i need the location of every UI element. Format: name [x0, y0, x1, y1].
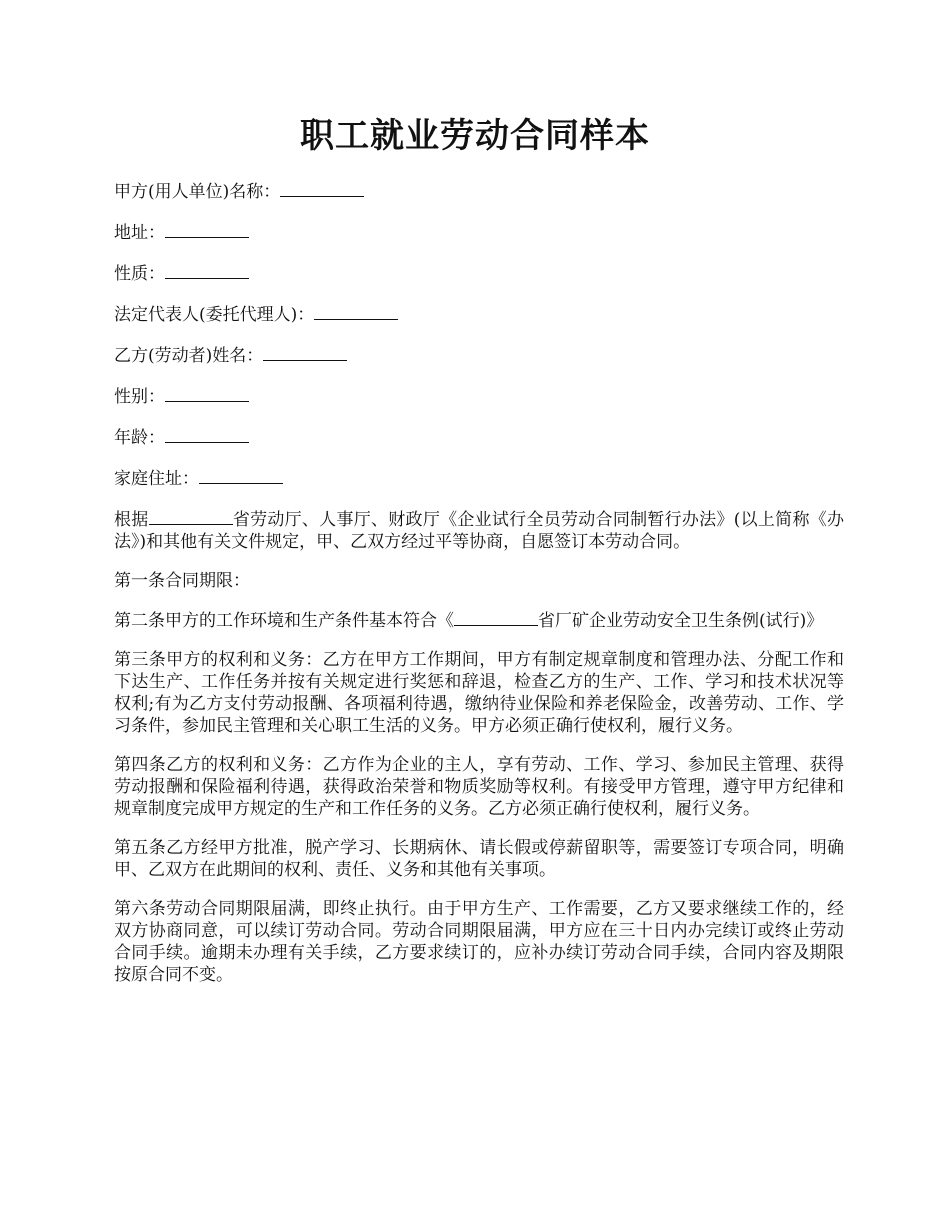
paragraph-article-2 [114, 609, 844, 632]
field-label: 性质： [114, 264, 165, 284]
paragraph-article-5: 第五条乙方经甲方批准，脱产学习、长期病休、请长假或停薪留职等，需要签订专项合同，明确甲、乙双方在此期间的权利、责任、义务和其他有关事项。 [114, 838, 844, 880]
field-gender [114, 385, 844, 409]
field-label: 乙方(劳动者)姓名： [114, 346, 264, 366]
field-label: 甲方(用人单位)名称： [114, 182, 281, 202]
fill-blank [263, 344, 347, 361]
paragraph-text: 根据 [114, 510, 149, 530]
fill-blank [165, 221, 249, 238]
field-age [114, 426, 844, 450]
paragraph-article-1: 第一条合同期限： [114, 571, 250, 591]
paragraph-article-4: 第四条乙方的权利和义务：乙方作为企业的主人，享有劳动、工作、学习、参加民主管理、获得劳动报酬和保险福利待遇，获得政治荣誉和物质奖励等权利。有接受甲方管理，遵守甲方纪律和规章制度完成甲方规定的生产和工作任务的义务。乙方必须正确行使权利，履行义务。 [114, 755, 844, 819]
field-label: 法定代表人(委托代理人)： [114, 305, 315, 325]
fill-blank [199, 467, 283, 484]
fill-blank [454, 609, 538, 626]
field-party-a-name [114, 180, 844, 204]
field-address [114, 221, 844, 245]
paragraph-preamble [114, 508, 844, 553]
paragraph-text: 省劳动厅、人事厅、财政厅《企业试行全员劳动合同制暂行办法》(以上简称《办法》)和其他有关文件规定，甲、乙双方经过平等协商，自愿签订本劳动合同。 [114, 510, 844, 552]
fill-blank [165, 426, 249, 443]
document-title: 职工就业劳动合同样本 [300, 116, 650, 156]
field-nature [114, 262, 844, 286]
fill-blank [314, 303, 398, 320]
fill-blank [149, 508, 233, 525]
fill-blank [280, 180, 364, 197]
field-legal-representative [114, 303, 844, 327]
fill-blank [165, 262, 249, 279]
field-home-address [114, 467, 844, 491]
paragraph-article-6: 第六条劳动合同期限届满，即终止执行。由于甲方生产、工作需要，乙方又要求继续工作的，经双方协商同意，可以续订劳动合同。劳动合同期限届满，甲方应在三十日内办完续订或终止劳动合同手续。逾期未办理有关手续，乙方要求续订的，应补办续订劳动合同手续，合同内容及期限按原合同不变。 [114, 899, 844, 985]
paragraph-text: 省厂矿企业劳动安全卫生条例(试行)》 [538, 611, 824, 631]
field-party-b-name [114, 344, 844, 368]
field-label: 年龄： [114, 428, 165, 448]
fill-blank [165, 385, 249, 402]
document-body [114, 180, 844, 1003]
paragraph-text: 第二条甲方的工作环境和生产条件基本符合《 [114, 611, 454, 631]
paragraph-article-3: 第三条甲方的权利和义务：乙方在甲方工作期间，甲方有制定规章制度和管理办法、分配工作和下达生产、工作任务并按有关规定进行奖惩和辞退，检查乙方的生产、工作、学习和技术状况等权利;有为乙方支付劳动报酬、各项福利待遇，缴纳待业保险和养老保险金，改善劳动、工作、学习条件，参加民主管理和关心职工生活的义务。甲方必须正确行使权利，履行义务。 [114, 650, 844, 736]
field-label: 地址： [114, 223, 165, 243]
field-label: 家庭住址： [114, 469, 199, 489]
field-label: 性别： [114, 387, 165, 407]
